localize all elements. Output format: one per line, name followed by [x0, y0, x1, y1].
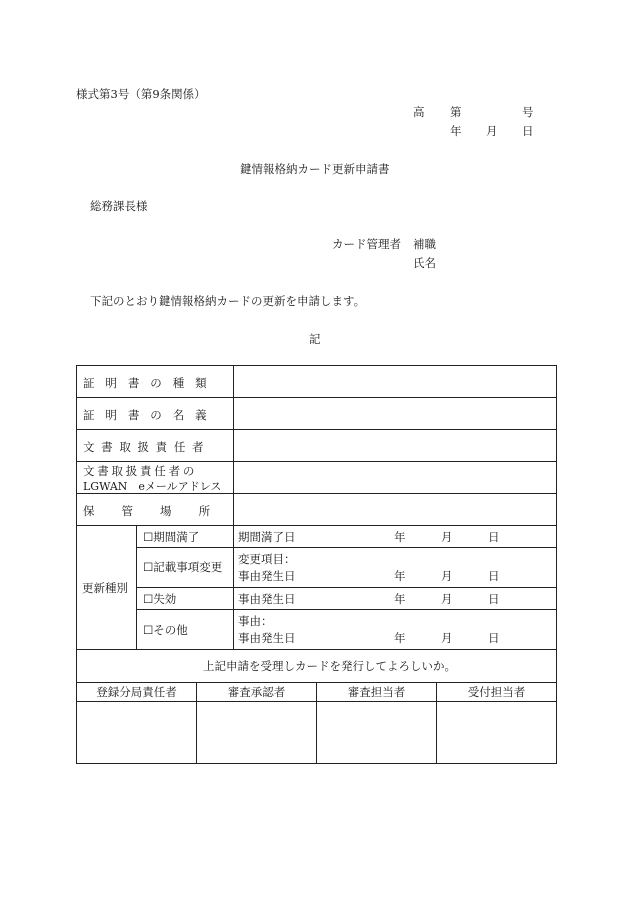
storage-field[interactable] — [234, 495, 556, 525]
cert-type-label: 証明書の種類 — [83, 376, 218, 390]
option-other-day: 日 — [488, 631, 500, 645]
applicant-position-label: 補職 — [413, 237, 436, 251]
doc-manager-label: 文書取扱責任者 — [83, 440, 211, 454]
form-number: 様式第3号（第9条関係） — [76, 87, 206, 101]
applicant-name-label: 氏名 — [413, 256, 436, 270]
signature-header-approver: 審査承認者 — [227, 685, 286, 699]
storage-label: 保管場所 — [83, 504, 238, 518]
signature-box-approver[interactable] — [197, 702, 316, 763]
signature-header-receptionist: 受付担当者 — [467, 685, 526, 699]
option-other-checkbox[interactable]: ☐その他 — [143, 623, 188, 637]
option-other-month: 月 — [441, 631, 453, 645]
email-label-line2: LGWAN eメールアドレス — [83, 480, 222, 493]
email-label-line1: 文書取扱責任者の — [83, 464, 198, 478]
doc-number-prefix: 高 — [413, 105, 425, 119]
option-change-date-label: 事由発生日 — [238, 569, 296, 583]
date-month: 月 — [486, 124, 498, 138]
option-change-year: 年 — [394, 569, 406, 583]
application-form-table — [76, 365, 557, 764]
document-title: 鍵情報格納カード更新申請書 — [240, 162, 390, 176]
applicant-label: カード管理者 — [332, 237, 401, 251]
cert-type-field[interactable] — [234, 367, 556, 397]
addressee: 総務課長様 — [90, 199, 148, 213]
intro-text: 下記のとおり鍵情報格納カードの更新を申請します。 — [90, 294, 366, 308]
doc-number-go: 号 — [522, 105, 534, 119]
option-other-reason-label: 事由： — [238, 614, 273, 628]
doc-manager-field[interactable] — [234, 431, 556, 461]
cert-name-label: 証明書の名義 — [83, 408, 218, 422]
option-other-year: 年 — [394, 631, 406, 645]
option-change-checkbox[interactable]: ☐記載事項変更 — [143, 560, 223, 574]
doc-number-dai: 第 — [450, 105, 462, 119]
option-other-date-label: 事由発生日 — [238, 631, 296, 645]
option-expiry-year: 年 — [394, 530, 406, 544]
option-change-item-label: 変更項目： — [238, 552, 296, 566]
date-year: 年 — [450, 124, 462, 138]
option-revoke-month: 月 — [441, 592, 453, 606]
signature-box-registration[interactable] — [77, 702, 196, 763]
option-revoke-checkbox[interactable]: ☐失効 — [143, 592, 177, 606]
option-expiry-date-label: 期間満了日 — [238, 530, 296, 544]
signature-header-reviewer: 審査担当者 — [347, 685, 406, 699]
option-expiry-day: 日 — [488, 530, 500, 544]
option-revoke-day: 日 — [488, 592, 500, 606]
option-expiry-checkbox[interactable]: ☐期間満了 — [143, 530, 200, 544]
cert-name-field[interactable] — [234, 399, 556, 429]
email-field[interactable] — [234, 463, 556, 493]
option-expiry-month: 月 — [441, 530, 453, 544]
update-type-label: 更新種別 — [82, 581, 128, 595]
date-day: 日 — [522, 124, 534, 138]
ki-heading: 記 — [309, 332, 321, 346]
signature-header-registration: 登録分局責任者 — [96, 685, 177, 699]
option-revoke-date-label: 事由発生日 — [238, 592, 296, 606]
option-change-day: 日 — [488, 569, 500, 583]
option-change-month: 月 — [441, 569, 453, 583]
signature-box-receptionist[interactable] — [437, 702, 556, 763]
option-revoke-year: 年 — [394, 592, 406, 606]
signature-box-reviewer[interactable] — [317, 702, 436, 763]
approval-question: 上記申請を受理しカードを発行してよろしいか。 — [203, 659, 456, 673]
